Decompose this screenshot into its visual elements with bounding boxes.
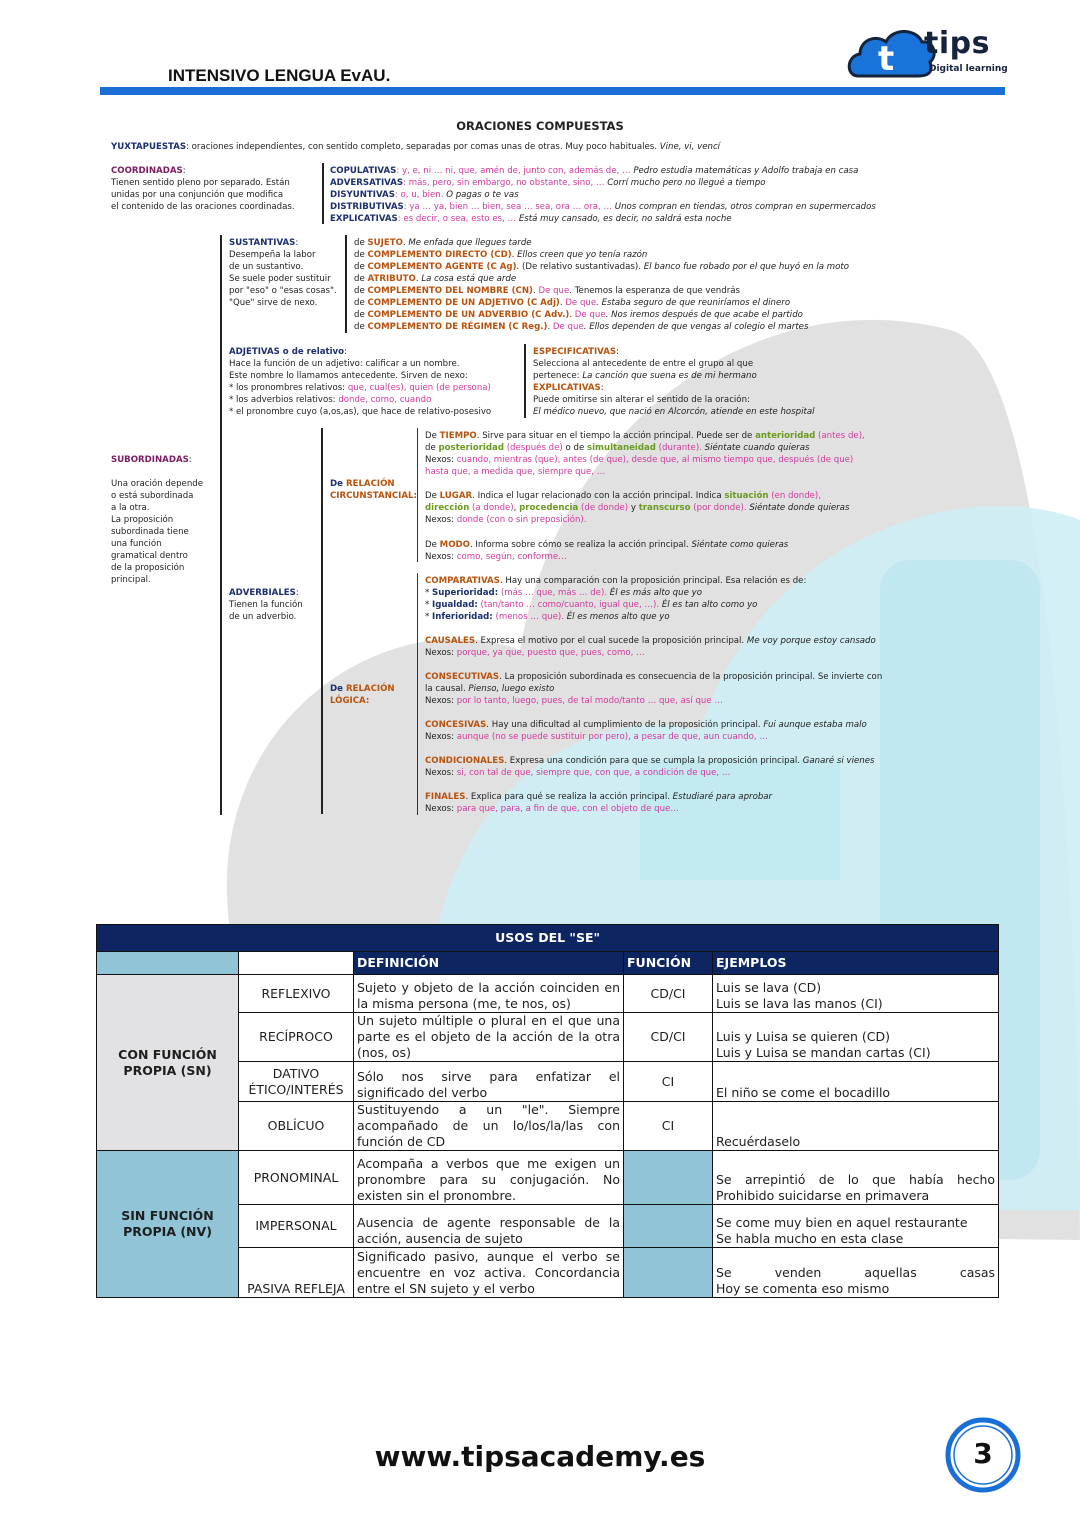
sust-item — [354, 273, 849, 285]
sust-item-example: . Tenemos la esperanza de que vendrás — [569, 286, 740, 296]
tiempo-term: anterioridad — [755, 431, 816, 441]
tiempo-term: posterioridad — [438, 443, 504, 453]
adjetivas-nexo: que, cual(es), quien (de persona) — [347, 383, 491, 393]
adv-modo — [425, 539, 788, 563]
sust-item — [354, 309, 849, 321]
subordinadas-desc-line: de la proposición — [111, 563, 185, 573]
adjetivas-label: ADJETIVAS o de relativo — [229, 347, 345, 357]
especificativas-desc: pertenece: — [533, 371, 583, 381]
consecutivas-label: CONSECUTIVAS — [425, 672, 500, 682]
sust-item-function: COMPLEMENTO DE RÉGIMEN (C Reg.) — [367, 322, 548, 332]
lugar-term: dirección — [425, 503, 470, 513]
lugar-nexo: (por donde). — [690, 503, 750, 513]
modo-example: Siéntate como quieras — [691, 540, 789, 550]
sustantivas-bracket — [345, 235, 347, 333]
sust-item-mid: . — [569, 310, 575, 320]
sustantivas-desc-line: "Que" sirve de nexo. — [229, 298, 318, 308]
causales-nexos: porque, ya que, puesto que, pues, como, … — [456, 648, 645, 658]
se-function: CD/CI — [624, 975, 713, 1013]
tiempo-nexo: (después de) — [503, 443, 563, 453]
coordinadas-types — [330, 165, 876, 225]
tiempo-nexo: (antes de), — [815, 431, 865, 441]
coord-type-example: Pedro estudia matemáticas y Adolfo trabaja en casa — [633, 166, 859, 176]
coordinadas-block — [111, 165, 295, 213]
adv-consecutivas — [425, 671, 882, 707]
modo-text: . Informa sobre cómo se realiza la acción principal. — [469, 540, 692, 550]
sust-item-mid: . — [415, 274, 422, 284]
group-label: PROPIA (SN) — [123, 1062, 212, 1078]
se-function: CI — [624, 1062, 713, 1102]
concesivas-example: Fui aunque estaba malo — [763, 720, 867, 730]
causales-label: CAUSALES — [425, 636, 476, 646]
sust-item-function: COMPLEMENTO DIRECTO (CD) — [367, 250, 512, 260]
circunstancial-bracket — [417, 428, 418, 562]
lugar-text: . Indica el lugar relacionado con la acción principal. Indica — [472, 491, 725, 501]
sust-item-pre: de — [354, 274, 368, 284]
sust-item-nexo: De que — [574, 310, 606, 320]
adv-finales — [425, 791, 772, 815]
header-ejemplos: EJEMPLOS — [713, 952, 999, 975]
lugar-text: De — [425, 491, 440, 501]
se-function — [624, 1151, 713, 1205]
tiempo-nexos: cuando, mientras (que), antes (de que), desde que, al mismo tiempo que, después (de que) — [456, 455, 854, 465]
sust-item — [354, 285, 849, 297]
causales-text: Nexos: — [425, 648, 457, 658]
scheme-title: ORACIONES COMPUESTAS — [456, 119, 624, 133]
adverbiales-desc: Tienen la función — [229, 600, 303, 610]
condicionales-example: Ganaré si vienes — [802, 756, 875, 766]
se-function — [624, 1248, 713, 1298]
se-function: CD/CI — [624, 1013, 713, 1062]
coord-type-name: EXPLICATIVAS — [330, 214, 398, 224]
coord-type-name: COPULATIVAS — [330, 166, 397, 176]
sust-item-nexo: De que — [552, 322, 584, 332]
modo-text: Nexos: — [425, 552, 457, 562]
adjetivas-block: ADJETIVAS o de relativo: Hace la función de un adjetivo: calificar a un nombre. Este nombre lo llamamos antecedente. Sirven de nexo: * los pronombres relativos: que, cual(es), quien (de persona) * los adverbios relativos: donde, como, cuando * el pronombre cuyo (a,os,as), que hace de relativo-posesivo — [229, 347, 492, 417]
comparativas-text: . Hay una comparación con la proposición principal. Esa relación es de: — [499, 576, 807, 586]
lugar-term: transcurso — [638, 503, 691, 513]
sustantivas-block: SUSTANTIVAS: Desempeña la labor de un sustantivo. Se suele poder sustituir por "eso" o "esas cosas". "Que" sirve de nexo. — [229, 238, 337, 308]
se-examples — [713, 1151, 999, 1205]
sustantivas-desc-line: de un sustantivo. — [229, 262, 304, 272]
table-header-row — [97, 952, 999, 975]
coord-type-name: DISTRIBUTIVAS — [330, 202, 404, 212]
consecutivas-text: Nexos: — [425, 696, 457, 706]
table-row — [97, 975, 999, 1013]
coord-type-nexos: : más, pero, sin embargo, no obstante, sino, … — [403, 178, 608, 188]
subordinadas-desc — [111, 478, 203, 586]
comparativas-example: Él es más alto que yo — [609, 588, 702, 598]
log-label-type: LÓGICA: — [330, 696, 370, 706]
footer-url[interactable]: www.tipsacademy.es — [374, 1440, 706, 1473]
sustantivas-desc-line: Desempeña la labor — [229, 250, 316, 260]
consecutivas-text: . La proposición subordinada es consecuencia de la proposición principal. Se invierte con — [499, 672, 883, 682]
tiempo-text: Nexos: — [425, 455, 457, 465]
finales-example: Estudiaré para aprobar — [672, 792, 773, 802]
header-funcion: FUNCIÓN — [624, 952, 713, 975]
sust-item-function: ATRIBUTO — [367, 274, 416, 284]
coord-type-name: ADVERSATIVAS — [330, 178, 404, 188]
circ-label-relacion: RELACIÓN — [345, 479, 395, 489]
modo-label: MODO — [439, 540, 470, 550]
sust-item-example: Me enfada que llegues tarde — [408, 238, 532, 248]
subordinadas-desc-line: o está subordinada — [111, 491, 194, 501]
lugar-nexo: (en donde), — [768, 491, 822, 501]
explicativas-example: El médico nuevo, que nació en Alcorcón, atiende en este hospital — [533, 407, 815, 417]
tiempo-nexos: hasta que, a medida que, siempre que, … — [425, 467, 606, 477]
se-example: Hoy se comenta eso mismo — [716, 1281, 890, 1296]
explicativas-desc: Puede omitirse sin alterar el sentido de la oración: — [533, 395, 750, 405]
lugar-text: Nexos: — [425, 515, 457, 525]
sust-item-function: COMPLEMENTO DE UN ADJETIVO (C Adj) — [367, 298, 560, 308]
coord-type-example: Unos compran en tiendas, otros compran en supermercados — [614, 202, 876, 212]
sustantivas-label: SUSTANTIVAS — [229, 238, 296, 248]
adjetivas-text: * los adverbios relativos: — [229, 395, 339, 405]
adverbiales-desc: de un adverbio. — [229, 612, 297, 622]
especificativas-desc: Selecciona al antecedente de entre el grupo al que — [533, 359, 754, 369]
coordinadas-desc-line: Tienen sentido pleno por separado. Están — [111, 178, 290, 188]
subordinadas-desc-line: una función — [111, 539, 162, 549]
sust-item — [354, 261, 849, 273]
sust-item-example: El banco fue robado por el que huyó en la moto — [643, 262, 849, 272]
sust-item-function: SUJETO — [367, 238, 403, 248]
sust-item-mid: . — [532, 286, 539, 296]
se-type-line: ÉTICO/INTERÉS — [248, 1081, 344, 1097]
adjetivas-bracket — [524, 344, 526, 418]
subordinadas-label: SUBORDINADAS: — [111, 455, 192, 465]
relacion-logica-label — [330, 683, 395, 707]
group-label: PROPIA (NV) — [123, 1224, 212, 1239]
comparativas-text: * — [425, 588, 433, 598]
especificativas-label: ESPECIFICATIVAS — [533, 347, 617, 357]
coord-type-example: Está muy cansado, es decir, no saldrá esta noche — [518, 214, 732, 224]
table-caption-row — [97, 925, 999, 952]
coord-type-disyuntivas — [330, 189, 876, 201]
group-label: CON FUNCIÓN — [118, 1046, 217, 1062]
lugar-nexos: donde (con o sin preposición). — [456, 515, 587, 525]
adjetivas-line — [229, 370, 491, 382]
document-title: INTENSIVO LENGUA EvAU. — [168, 66, 391, 85]
yuxtapuestas-text: : oraciones independientes, con sentido completo, separadas por comas unas de otras. Muy poco habituales. — [186, 142, 660, 152]
relacion-circunstancial-label — [330, 478, 417, 502]
subordinadas-desc-line: a la otra. — [111, 503, 150, 513]
se-definition: Un sujeto múltiple o plural en el que una parte es el objeto de la acción de la otra (nos, os) — [354, 1013, 624, 1062]
sust-item — [354, 297, 849, 309]
coord-type-name: DISYUNTIVAS — [330, 190, 395, 200]
sust-item-mid: . — [511, 250, 518, 260]
coordinadas-desc-line: el contenido de las oraciones coordinadas. — [111, 202, 295, 212]
consecutivas-example: Pienso, luego existo — [468, 684, 555, 694]
se-function: CI — [624, 1102, 713, 1151]
sust-item-nexo: De que — [538, 286, 570, 296]
subordinadas-desc-line: principal. — [111, 575, 151, 585]
se-type: OBLÍCUO — [239, 1102, 354, 1151]
consecutivas-text: la causal. — [425, 684, 469, 694]
lugar-example: Siéntate donde quieras — [749, 503, 850, 513]
comparativas-text: * — [425, 600, 433, 610]
sust-item-pre: de — [354, 286, 368, 296]
lugar-text: , — [513, 503, 520, 513]
table-caption: USOS DEL "SE" — [97, 925, 999, 952]
se-definition: Acompaña a verbos que me exigen un pronombre para su conjugación. No existen sin el pronombre. — [354, 1151, 624, 1205]
adjetivas-types: ESPECIFICATIVAS: Selecciona al antecedente de entre el grupo al que pertenece: La canción que suena es de mi hermano EXPLICATIVAS: Puede omitirse sin alterar el sentido de la oración: El médico nuevo, que nació en Alcorcón, atiende en este hospital — [533, 347, 815, 417]
se-examples — [713, 1248, 999, 1298]
causales-text: . Expresa el motivo por el cual sucede la proposición principal. — [475, 636, 747, 646]
yuxtapuestas-line — [111, 141, 720, 153]
se-example: Recuérdaselo — [716, 1134, 801, 1149]
comparativas-term: Igualdad: — [432, 600, 478, 610]
sust-item-example: Ellos creen que yo tenía razón — [517, 250, 648, 260]
coord-type-copulativas — [330, 165, 876, 177]
se-example: Luis y Luisa se mandan cartas (CI) — [716, 1045, 931, 1060]
adjetivas-nexo: donde, como, cuando — [338, 395, 432, 405]
coord-type-nexos: : es decir, o sea, esto es, … — [397, 214, 519, 224]
sust-item — [354, 249, 849, 261]
se-examples — [713, 975, 999, 1013]
sust-item-pre: de — [354, 322, 368, 332]
comparativas-nexo: (tan/tanto … como/cuanto, igual que, …). — [477, 600, 662, 610]
coord-type-nexos: : y, e, ni … ni, que, amén de, junto con, además de, … — [396, 166, 634, 176]
sust-item-pre: de — [354, 238, 368, 248]
adjetivas-text: Hace la función de un adjetivo: calificar a un nombre. — [229, 359, 460, 369]
se-examples — [713, 1062, 999, 1102]
adjetivas-text: * los pronombres relativos: — [229, 383, 348, 393]
se-type — [239, 1062, 354, 1102]
sust-item-pre: de — [354, 250, 368, 260]
yuxtapuestas-example: Vine, vi, vencí — [659, 142, 721, 152]
se-definition: Sustituyendo a un "le". Siempre acompañado de un lo/los/la/las con función de CD — [354, 1102, 624, 1151]
adverbiales-bracket — [321, 428, 323, 814]
lugar-nexo: (de donde) — [578, 503, 629, 513]
adv-comparativas — [425, 575, 806, 623]
sust-item-pre: de — [354, 310, 368, 320]
se-definition: Significado pasivo, aunque el verbo se encuentre en voz activa. Concordancia entre el SN sujeto y el verbo — [354, 1248, 624, 1298]
tiempo-text: de — [425, 443, 439, 453]
sust-item — [354, 321, 849, 333]
subordinadas-bracket — [220, 235, 222, 815]
finales-text: . Explica para qué se realiza la acción principal. — [465, 792, 673, 802]
lugar-text: y — [628, 503, 639, 513]
explicativas-label: EXPLICATIVAS — [533, 383, 601, 393]
tiempo-term: simultaneidad — [586, 443, 656, 453]
coord-type-example: O pagas o te vas — [446, 190, 519, 200]
adverbiales-label: ADVERBIALES — [229, 588, 296, 598]
sust-item-pre: de — [354, 298, 368, 308]
se-example: Luis y Luisa se quieren (CD) — [716, 1029, 891, 1044]
sust-item-nexo: De que — [565, 298, 597, 308]
comparativas-term: Superioridad: — [432, 588, 499, 598]
se-examples — [713, 1102, 999, 1151]
coord-type-nexos: : ya … ya, bien … bien, sea … sea, ora … ora, … — [403, 202, 615, 212]
condicionales-text: Nexos: — [425, 768, 457, 778]
coord-type-nexos: : o, u, bien. — [394, 190, 447, 200]
coord-type-example: Corrí mucho pero no llegué a tiempo — [607, 178, 766, 188]
adverbiales-block: ADVERBIALES: Tienen la función de un adverbio. — [229, 588, 303, 622]
logo-word: tips — [924, 26, 990, 61]
tiempo-example: Siéntate cuando quieras — [704, 443, 810, 453]
yuxtapuestas-label: YUXTAPUESTAS — [111, 142, 187, 152]
condicionales-text: . Expresa una condición para que se cumpla la proposición principal. — [504, 756, 803, 766]
adv-condicionales — [425, 755, 874, 779]
modo-nexos: como, según, conforme… — [456, 552, 567, 562]
concesivas-label: CONCESIVAS — [425, 720, 487, 730]
coordinadas-bracket — [322, 163, 324, 224]
sust-item-example: . Ellos dependen de que vengas al colegio el martes — [583, 322, 809, 332]
lugar-term: procedencia — [519, 503, 579, 513]
logo-subtitle: Digital learning — [929, 64, 1008, 74]
condicionales-nexos: si, con tal de que, siempre que, con que, a condición de que, … — [456, 768, 731, 778]
subordinadas-desc-line: gramatical dentro — [111, 551, 188, 561]
header-blank-cell — [239, 952, 354, 975]
page-number: 3 — [973, 1437, 993, 1470]
coord-type-explicativas — [330, 213, 876, 225]
tiempo-nexo: (durante). — [655, 443, 705, 453]
usos-se-table — [96, 924, 999, 1298]
se-example: Prohibido suicidarse en primavera — [716, 1188, 930, 1203]
subordinadas-desc-line: La proposición — [111, 515, 174, 525]
sust-item-function: COMPLEMENTO DEL NOMBRE (CN) — [367, 286, 533, 296]
adjetivas-line — [229, 394, 491, 406]
se-example: Se arrepintió de lo que había hecho — [716, 1172, 996, 1187]
circ-label-type: CIRCUNSTANCIAL: — [330, 491, 417, 501]
se-type: PASIVA REFLEJA — [239, 1248, 354, 1298]
se-examples — [713, 1205, 999, 1248]
condicionales-label: CONDICIONALES — [425, 756, 505, 766]
comparativas-nexo: (más … que, más … de). — [498, 588, 610, 598]
comparativas-example: Él es menos alto que yo — [566, 612, 670, 622]
se-examples — [713, 1013, 999, 1062]
table-row — [97, 1151, 999, 1205]
header-definicion: DEFINICIÓN — [354, 952, 624, 975]
modo-text: De — [425, 540, 440, 550]
log-label-de: De — [330, 684, 346, 694]
coord-type-adversativas — [330, 177, 876, 189]
tiempo-text: o de — [562, 443, 587, 453]
logo-letter: t — [878, 39, 895, 79]
tiempo-label: TIEMPO — [439, 431, 477, 441]
lugar-nexo: (a donde) — [469, 503, 514, 513]
group-con-funcion — [97, 975, 239, 1151]
sustantivas-desc-line: Se suele poder sustituir — [229, 274, 331, 284]
se-example: Luis se lava las manos (CI) — [716, 996, 883, 1011]
adv-concesivas — [425, 719, 867, 743]
group-sin-funcion — [97, 1151, 239, 1298]
comparativas-example: Él es tan alto como yo — [661, 600, 758, 610]
adjetivas-line — [229, 406, 491, 418]
lugar-term: situación — [724, 491, 769, 501]
se-type: REFLEXIVO — [239, 975, 354, 1013]
lugar-label: LUGAR — [439, 491, 473, 501]
header-divider — [100, 87, 1005, 95]
se-type: PRONOMINAL — [239, 1151, 354, 1205]
coordinadas-desc-line: unidas por una conjunción que modifica — [111, 190, 284, 200]
concesivas-text: Nexos: — [425, 732, 457, 742]
se-definition: Sólo nos sirve para enfatizar el significado del verbo — [354, 1062, 624, 1102]
adv-tiempo — [425, 430, 865, 478]
header-blank-cell — [97, 952, 239, 975]
sust-item-function: COMPLEMENTO AGENTE (C Ag) — [367, 262, 517, 272]
sustantivas-functions — [354, 237, 849, 333]
comparativas-label: COMPARATIVAS — [425, 576, 500, 586]
se-type: RECÍPROCO — [239, 1013, 354, 1062]
sustantivas-desc-line: por "eso" o "esas cosas". — [229, 286, 337, 296]
adjetivas-line — [229, 358, 491, 370]
comparativas-text: * — [425, 612, 433, 622]
adjetivas-line — [229, 382, 491, 394]
tiempo-text: De — [425, 431, 440, 441]
sust-item-mid: . — [402, 238, 409, 248]
se-example: El niño se come el bocadillo — [716, 1085, 891, 1100]
se-definition: Sujeto y objeto de la acción coinciden en la misma persona (me, te nos, os) — [354, 975, 624, 1013]
sust-item-example: . Estaba seguro de que reuniríamos el dinero — [596, 298, 791, 308]
tiempo-text: . Sirve para situar en el tiempo la acción principal. Puede ser de — [476, 431, 756, 441]
adjetivas-text: Este nombre lo llamamos antecedente. Sirven de nexo: — [229, 371, 468, 381]
consecutivas-nexos: por lo tanto, luego, pues, de tal modo/tanto … que, así que … — [456, 696, 723, 706]
concesivas-text: . Hay una dificultad al cumplimiento de la proposición principal. — [486, 720, 764, 730]
se-example: Se venden aquellas casas — [716, 1265, 996, 1280]
sust-item-pre: de — [354, 262, 368, 272]
finales-label: FINALES — [425, 792, 466, 802]
se-type-line: DATIVO — [272, 1065, 320, 1081]
sust-item-mid: . — [559, 298, 566, 308]
causales-example: Me voy porque estoy cansado — [746, 636, 876, 646]
se-example: Se habla mucho en esta clase — [716, 1231, 904, 1246]
se-example: Luis se lava (CD) — [716, 980, 822, 995]
sust-item-mid: . — [547, 322, 553, 332]
sust-item-mid: . (De relativo sustantivadas). — [516, 262, 644, 272]
comparativas-nexo: (menos … que). — [492, 612, 567, 622]
sust-item — [354, 237, 849, 249]
adv-lugar — [425, 490, 849, 526]
finales-nexos: para que, para, a fin de que, con el objeto de que… — [456, 804, 679, 814]
se-type: IMPERSONAL — [239, 1205, 354, 1248]
coord-type-distributivas — [330, 201, 876, 213]
sust-item-function: COMPLEMENTO DE UN ADVERBIO (C Adv.) — [367, 310, 570, 320]
especificativas-example: La canción que suena es de mi hermano — [582, 371, 757, 381]
coordinadas-colon: : — [182, 166, 186, 176]
subordinadas-title: SUBORDINADAS — [111, 455, 189, 465]
log-label-relacion: RELACIÓN — [345, 684, 395, 694]
sust-item-example: La cosa está que arde — [421, 274, 517, 284]
se-definition: Ausencia de agente responsable de la acción, ausencia de sujeto — [354, 1205, 624, 1248]
subordinadas-desc-line: subordinada tiene — [111, 527, 189, 537]
se-function — [624, 1205, 713, 1248]
logica-bracket — [417, 573, 418, 815]
finales-text: Nexos: — [425, 804, 457, 814]
comparativas-term: Inferioridad: — [432, 612, 493, 622]
group-label: SIN FUNCIÓN — [121, 1208, 214, 1223]
se-example: Se come muy bien en aquel restaurante — [716, 1215, 968, 1230]
concesivas-nexos: aunque (no se puede sustituir por pero), a pesar de que, aun cuando, … — [456, 732, 768, 742]
sust-item-example: . Nos iremos después de que acabe el partido — [605, 310, 803, 320]
circ-label-de: De — [330, 479, 346, 489]
adv-causales — [425, 635, 876, 659]
subordinadas-desc-line: Una oración depende — [111, 479, 204, 489]
adjetivas-text: * el pronombre cuyo (a,os,as), que hace de relativo-posesivo — [229, 407, 492, 417]
coordinadas-label: COORDINADAS — [111, 166, 183, 176]
